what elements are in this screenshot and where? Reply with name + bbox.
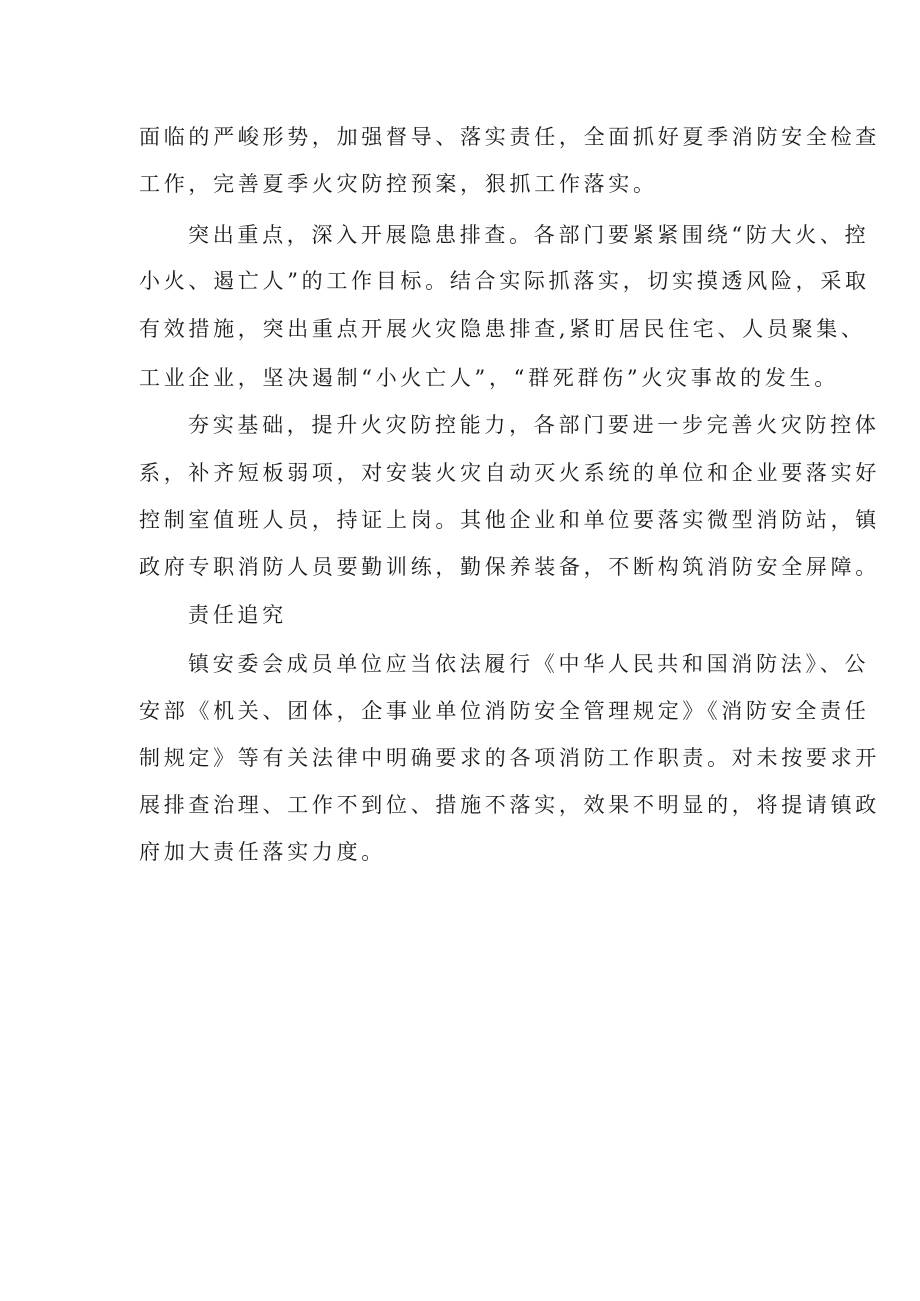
paragraph-line: 系，补齐短板弱项，对安装火灾自动灭火系统的单位和企业要落实好	[139, 461, 880, 485]
paragraph-line: 府加大责任落实力度。	[139, 840, 386, 864]
paragraph-line: 面临的严峻形势，加强督导、落实责任，全面抓好夏季消防安全检查	[139, 125, 880, 149]
paragraph-line: 夯实基础，提升火灾防控能力，各部门要进一步完善火灾防控体	[188, 413, 880, 437]
paragraph-line: 工业企业，坚决遏制“小火亡人”，“群死群伤”火灾事故的发生。	[139, 366, 839, 390]
paragraph-line: 控制室值班人员，持证上岗。其他企业和单位要落实微型消防站，镇	[139, 508, 880, 532]
paragraph-line: 镇安委会成员单位应当依法履行《中华人民共和国消防法》、公	[188, 652, 870, 676]
paragraph-line: 有效措施，突出重点开展火灾隐患排查,紧盯居民住宅、人员聚集、	[139, 317, 866, 341]
paragraph-line: 制规定》等有关法律中明确要求的各项消防工作职责。对未按要求开	[139, 746, 880, 770]
paragraph-line: 小火、遏亡人”的工作目标。结合实际抓落实，切实摸透风险，采取	[139, 269, 870, 293]
paragraph-line: 突出重点，深入开展隐患排查。各部门要紧紧围绕“防大火、控	[188, 223, 870, 247]
paragraph-line: 工作，完善夏季火灾防控预案，狠抓工作落实。	[139, 172, 658, 196]
paragraph-line: 展排查治理、工作不到位、措施不落实，效果不明显的，将提请镇政	[139, 793, 880, 817]
paragraph-line: 政府专职消防人员要勤训练，勤保养装备，不断构筑消防安全屏障。	[139, 555, 880, 579]
paragraph-line: 安部《机关、团体，企事业单位消防安全管理规定》《消防安全责任	[139, 699, 870, 723]
section-heading: 责任追究	[188, 603, 287, 627]
